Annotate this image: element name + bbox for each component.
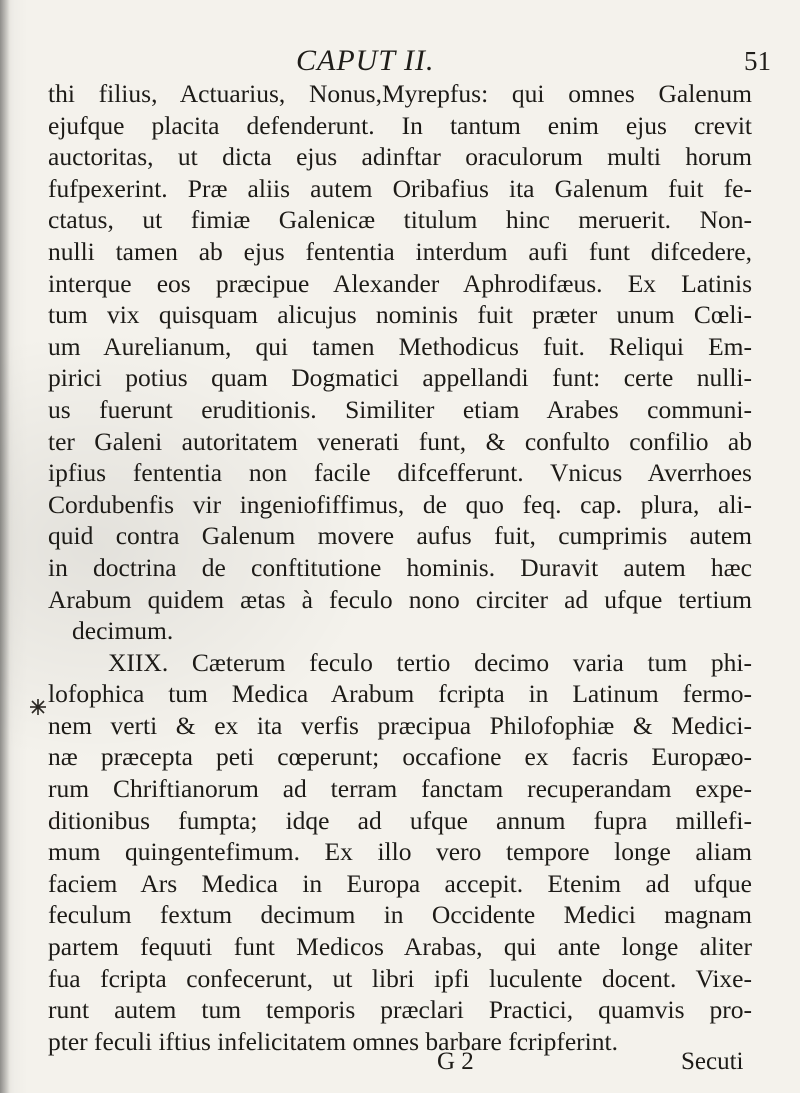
text-line: tum vix quisquam alicujus nominis fuit præter unum Cœli-	[48, 300, 752, 330]
text-line: faciem Ars Medica in Europa accepit. Etenim ad ufque	[48, 868, 752, 898]
text-line: næ præcepta peti cœperunt; occafione ex facris Europæo-	[48, 742, 752, 772]
text-line: runt autem tum temporis præclari Practici, quamvis pro-	[48, 995, 752, 1025]
text-line: Cordubenfis vir ingeniofiffimus, de quo feq. cap. plura, ali-	[48, 489, 752, 519]
text-line: ter Galeni autoritatem venerati funt, & confulto confilio ab	[48, 426, 752, 456]
text-line: XIIX. Cæterum feculo tertio decimo varia tum phi-	[108, 647, 752, 677]
text-line: ejufque placita defenderunt. In tantum enim ejus crevit	[48, 110, 752, 140]
text-line: in doctrina de conftitutione hominis. Duravit autem hæc	[48, 552, 752, 582]
text-line: pirici potius quam Dogmatici appellandi funt: certe nulli-	[48, 363, 752, 393]
text-line: nem verti & ex ita verfis præcipua Philofophiæ & Medici-	[48, 710, 752, 740]
text-line: rum Chriftianorum ad terram fanctam recuperandam expe-	[48, 774, 752, 804]
text-line: fufpexerint. Præ aliis autem Oribafius ita Galenum fuit fe-	[48, 173, 752, 203]
page-footer	[0, 1048, 800, 1080]
text-line: interque eos præcipue Alexander Aphrodifæus. Ex Latinis	[48, 268, 752, 298]
catchword: Secuti	[681, 1048, 744, 1075]
text-line: thi filius, Actuarius, Nonus,Myrepfus: qui omnes Galenum	[48, 79, 752, 108]
text-line: lofophica tum Medica Arabum fcripta in Latinum fermo-	[48, 679, 752, 709]
text-line: ditionibus fumpta; idqe ad ufque annum fupra millefi-	[48, 805, 752, 835]
text-line: decimum.	[72, 616, 174, 646]
text-line: quid contra Galenum movere aufus fuit, cumprimis autem	[48, 521, 752, 551]
text-line: ctatus, ut fimiæ Galenicæ titulum hinc meruerit. Non-	[48, 205, 752, 235]
text-line: feculum fextum decimum in Occidente Medici magnam	[48, 900, 752, 930]
binding-shadow	[0, 0, 10, 1093]
running-head: CAPUT II.	[296, 44, 435, 77]
text-line: fua fcripta confecerunt, ut libri ipfi luculente docent. Vixe-	[48, 963, 752, 993]
text-line: ipfius fententia non facile difcefferunt. Vnicus Averrhoes	[48, 458, 752, 488]
text-line: us fuerunt eruditionis. Similiter etiam Arabes communi-	[48, 394, 752, 424]
text-line: nulli tamen ab ejus fententia interdum aufi funt difcedere,	[48, 236, 752, 266]
signature-mark: G 2	[437, 1048, 474, 1075]
text-line: Arabum quidem ætas à feculo nono circiter ad ufque tertium	[48, 584, 752, 614]
body-text	[48, 78, 752, 1057]
text-line: partem fequuti funt Medicos Arabas, qui ante longe aliter	[48, 932, 752, 962]
text-line: pter feculi iftius infelicitatem omnes barbare fcripferint.	[48, 1026, 618, 1056]
page-number: 51	[744, 46, 771, 76]
text-line: auctoritas, ut dicta ejus adinftar oraculorum multi horum	[48, 142, 752, 172]
text-line: um Aurelianum, qui tamen Methodicus fuit. Reliqui Em-	[48, 331, 752, 361]
asterism-ornament-icon	[28, 697, 48, 717]
text-line: mum quingentefimum. Ex illo vero tempore longe aliam	[48, 837, 752, 867]
